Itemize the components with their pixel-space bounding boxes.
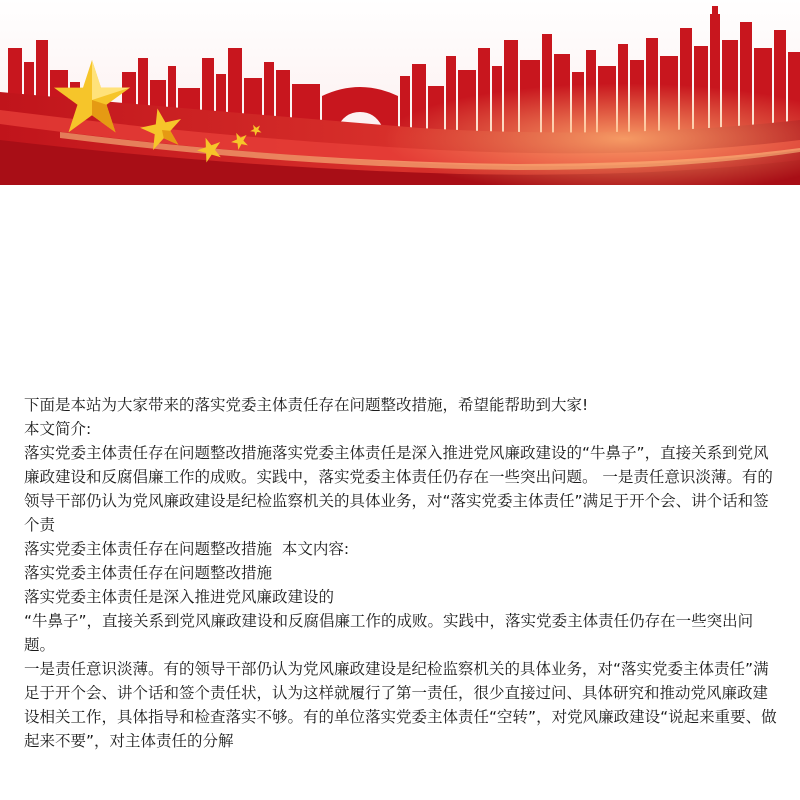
article-body (24, 393, 780, 753)
body-paragraph: “牛鼻子”，直接关系到党风廉政建设和反腐倡廉工作的成败。实践中，落实党委主体责任仍存在一些突出问题。 (24, 612, 754, 654)
content-label: 落实党委主体责任存在问题整改措施 本文内容: (24, 540, 350, 558)
summary-label: 本文简介: (24, 420, 92, 438)
header-banner (0, 0, 800, 185)
body-paragraph: 落实党委主体责任是深入推进党风廉政建设的 (24, 588, 335, 606)
body-paragraph: 一是责任意识淡薄。有的领导干部仍认为党风廉政建设是纪检监察机关的具体业务，对“落实党委主体责任”满足于开个会、讲个话和签个责任状，认为这样就履行了第一责任，很少直接过问、具体研究和推动党风廉政建设相关工作，具体指导和检查落实不够。有的单位落实党委主体责任“空转”，对党风廉政建设“说起来重要、做起来不要”，对主体责任的分解 (24, 660, 777, 750)
intro-paragraph: 下面是本站为大家带来的落实党委主体责任存在问题整改措施，希望能帮助到大家! (24, 396, 589, 414)
article-heading: 落实党委主体责任存在问题整改措施 (24, 564, 273, 582)
banner-graphic (0, 0, 800, 185)
summary-paragraph: 落实党委主体责任存在问题整改措施落实党委主体责任是深入推进党风廉政建设的“牛鼻子”，直接关系到党风廉政建设和反腐倡廉工作的成败。实践中，落实党委主体责任仍存在一些突出问题。 一是责任意识淡薄。有的领导干部仍认为党风廉政建设是纪检监察机关的具体业务，对“落实党委主体责任”满足于开个会、讲个话和签个责 (24, 444, 773, 534)
